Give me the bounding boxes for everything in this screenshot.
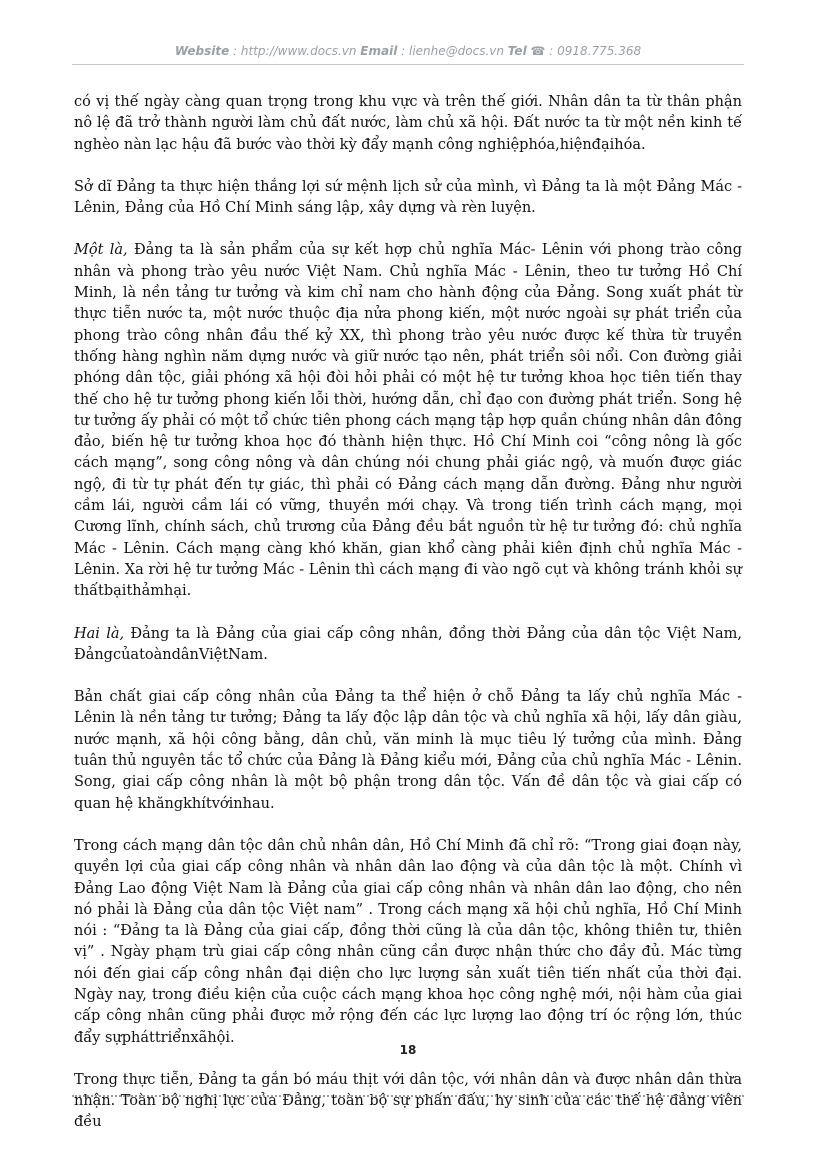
paragraph bbox=[74, 836, 742, 1049]
paragraph-lead: Hai là, bbox=[74, 625, 125, 642]
paragraph-text: có vị thế ngày càng quan trọng trong khu vực và trên thế giới. Nhân dân ta từ thân phận nô lệ đã trở thành người làm chủ đất nước, làm chủ xã hội. Đất nước ta từ một nền kinh tế nghèo nàn lạc hậu đã bước vào thời kỳ đẩy mạnh công nghiệphóa,hiệnđạihóa. bbox=[74, 94, 742, 153]
tel-value: ☎ : 0918.775.368 bbox=[526, 44, 642, 58]
paragraph bbox=[74, 92, 742, 156]
email-link[interactable]: : lienhe@docs.vn bbox=[397, 44, 508, 58]
paragraph-lead: Một là, bbox=[74, 242, 128, 259]
paragraph bbox=[74, 240, 742, 602]
paragraph-text: Sở dĩ Đảng ta thực hiện thắng lợi sứ mệnh lịch sử của mình, vì Đảng ta là một Đảng Mác - Lênin, Đảng của Hồ Chí Minh sáng lập, xây dựng và rèn luyện. bbox=[74, 178, 742, 217]
paragraph-text: Đảng ta là sản phẩm của sự kết hợp chủ nghĩa Mác- Lênin với phong trào công nhân và phong trào yêu nước Việt Nam. Chủ nghĩa Mác - Lênin, theo tư tưởng Hồ Chí Minh, là nền tảng tư tưởng và kim chỉ nam cho hành động của Đảng. Song xuất phát từ thực tiễn nước ta, một nước thuộc địa nửa phong kiến, một nước ngoài sự phát triển của phong trào công nhân đầu thế kỷ XX, thì phong trào yêu nước được kế thừa từ truyền thống hàng nghìn năm dựng nước và giữ nước tạo nên, phát triển sôi nổi. Con đường giải phóng dân tộc, giải phóng xã hội đòi hỏi phải có một hệ tư tưởng khoa học tiên tiến thay thế cho hệ tư tưởng phong kiến lỗi thời, hướng dẫn, chỉ đạo con đường phát triển. Song hệ tư tưởng ấy phải có một tổ chức tiên phong cách mạng tập hợp quần chúng nhân dân đông đảo, biến hệ tư tưởng khoa học đó thành hiện thực. Hồ Chí Minh coi “công nông là gốc cách mạng”, song công nông và dân chúng nói chung phải giác ngộ, và muốn được giác ngộ, đi từ tự phát đến tự giác, thì phải có Đảng cách mạng dẫn đường. Đảng như người cầm lái, người cầm lái có vững, thuyền mới chạy. Và trong tiến trình cách mạng, mọi Cương lĩnh, chính sách, chủ trương của Đảng đều bắt nguồn từ hệ tư tưởng đó: chủ nghĩa Mác - Lênin. Cách mạng càng khó khăn, gian khổ càng phải kiên định chủ nghĩa Mác - Lênin. Xa rời hệ tư tưởng Mác - Lênin thì cách mạng đi vào ngõ cụt và không tránh khỏi sự thấtbạithảmhại. bbox=[74, 242, 742, 600]
paragraph bbox=[74, 624, 742, 667]
website-link[interactable]: : http://www.docs.vn bbox=[229, 44, 361, 58]
page-header bbox=[72, 44, 744, 58]
paragraph-text: Trong cách mạng dân tộc dân chủ nhân dân, Hồ Chí Minh đã chỉ rõ: “Trong giai đoạn này, quyền lợi của giai cấp công nhân và nhân dân lao động và của dân tộc là một. Chính vì Đảng Lao động Việt Nam là Đảng của giai cấp công nhân và nhân dân lao động, cho nên nó phải là Đảng của dân tộc Việt nam” . Trong cách mạng xã hội chủ nghĩa, Hồ Chí Minh nói : “Đảng ta là Đảng của giai cấp, đồng thời cũng là của dân tộc, không thiên tư, thiên vị” . Ngày phạm trù giai cấp công nhân cũng cần được nhận thức cho đầy đủ. Mác từng nói đến giai cấp công nhân đại diện cho lực lượng sản xuất tiên tiến nhất của thời đại. Ngày nay, trong điều kiện của cuộc cách mạng khoa học công nghệ mới, nội hàm của giai cấp công nhân cũng phải được mở rộng đến các lực lượng lao động trí óc rộng lớn, thúc đẩy sựpháttriểnxãhội. bbox=[74, 837, 742, 1046]
tel-label: Tel bbox=[507, 44, 527, 58]
paragraph bbox=[74, 1070, 742, 1134]
website-label: Website bbox=[174, 44, 230, 58]
paragraph bbox=[74, 177, 742, 220]
email-label: Email bbox=[360, 44, 398, 58]
document-body bbox=[74, 92, 742, 1155]
paragraph-text: Đảng ta là Đảng của giai cấp công nhân, đồng thời Đảng của dân tộc Việt Nam, ĐảngcủatoàndânViệtNam. bbox=[74, 625, 742, 663]
paragraph bbox=[74, 687, 742, 815]
paragraph-text: Bản chất giai cấp công nhân của Đảng ta thể hiện ở chỗ Đảng ta lấy chủ nghĩa Mác - Lênin là nền tảng tư tưởng; Đảng ta lấy độc lập dân tộc và chủ nghĩa xã hội, lấy dân giàu, nước mạnh, xã hội công bằng, dân chủ, văn minh là mục tiêu lý tưởng của mình. Đảng tuân thủ nguyên tắc tổ chức của Đảng là Đảng kiểu mới, Đảng của chủ nghĩa Mác - Lênin. Song, giai cấp công nhân là một bộ phận trong dân tộc. Vấn đề dân tộc và giai cấp có quan hệ khăngkhítvớinhau. bbox=[74, 689, 742, 812]
paragraph-text: Trong thực tiễn, Đảng ta gắn bó máu thịt với dân tộc, với nhân dân và được nhân dân thừa nhận. Toàn bộ nghị lực của Đảng, toàn bộ sự phấn đấu, hy sinh của các thế hệ đảng viên đều bbox=[74, 1071, 742, 1131]
page-number: 18 bbox=[399, 1043, 417, 1057]
footer-divider bbox=[72, 1095, 744, 1097]
header-divider bbox=[72, 64, 744, 65]
